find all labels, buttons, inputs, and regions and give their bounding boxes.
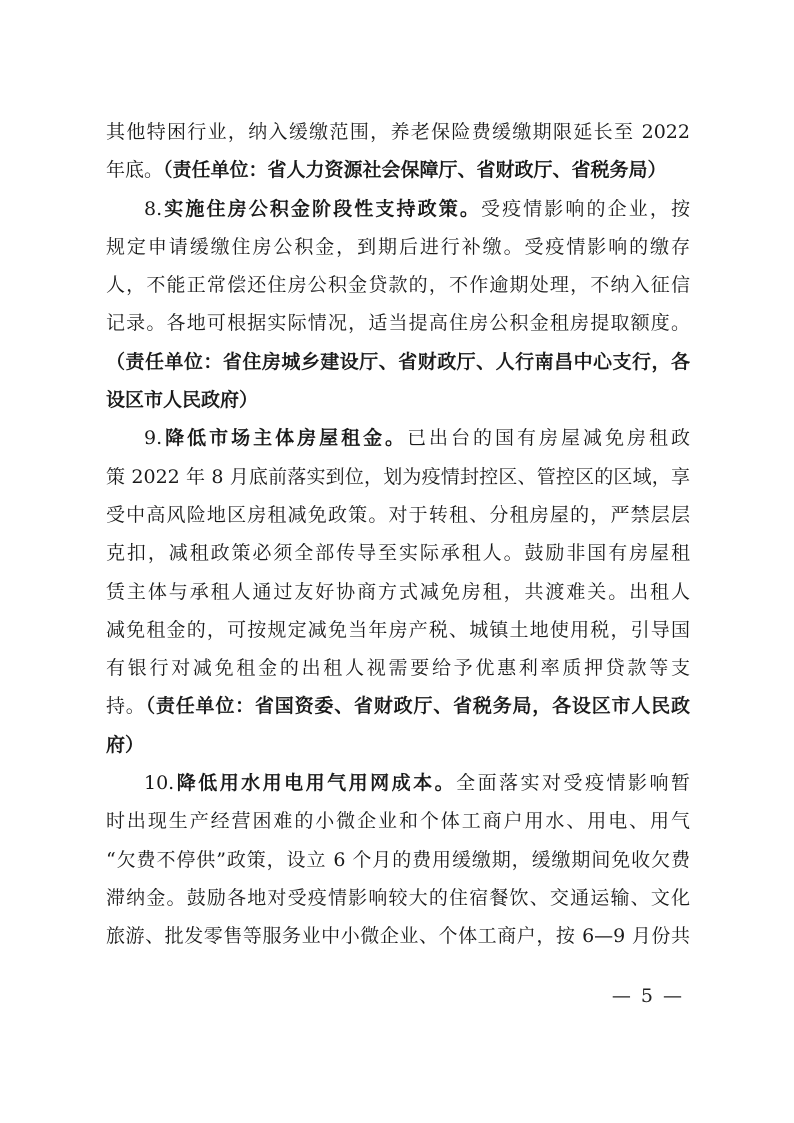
- text-segment: 减免租金的，可按规定减免当年房产税、城镇土地使用税，引导国: [106, 618, 690, 641]
- text-segment: 持。: [106, 695, 146, 718]
- text-line: [106, 879, 690, 917]
- text-segment: 赁主体与承租人通过友好协商方式减免房租，共渡难关。出租人: [106, 580, 690, 603]
- text-segment: 受中高风险地区房租减免政策。对于转租、分租房屋的，严禁层层: [106, 503, 690, 526]
- text-line: [106, 190, 690, 228]
- text-segment: 滞纳金。鼓励各地对受疫情影响较大的住宿餐饮、交通运输、文化: [106, 886, 690, 909]
- text-line: [106, 419, 690, 457]
- text-segment: 克扣，减租政策必须全部传导至实际承租人。鼓励非国有房屋租: [106, 542, 690, 565]
- text-line: [106, 228, 690, 266]
- text-line: [106, 573, 690, 611]
- text-segment: 时出现生产经营困难的小微企业和个体工商户用水、用电、用气: [106, 810, 690, 833]
- item-number: 8.: [144, 197, 163, 220]
- responsible-units: （责任单位：省人力资源社会保障厅、省财政厅、省税务局）: [163, 159, 667, 182]
- text-line: [106, 381, 690, 419]
- responsible-units: （责任单位：省国资委、省财政厅、省税务局，各设区市人民政: [145, 695, 690, 718]
- text-line: [106, 764, 690, 802]
- text-line: [106, 266, 690, 304]
- text-line: [106, 343, 690, 381]
- text-line: [106, 726, 690, 764]
- text-line: [106, 687, 690, 725]
- text-segment: 其他特困行业，纳入缓缴范围，养老保险费缓缴期限延长至 2022: [106, 121, 690, 143]
- text-segment: 策 2022 年 8 月底前落实到位，划为疫情封控区、管控区的区域，享: [106, 465, 690, 488]
- responsible-units: 设区市人民政府）: [106, 389, 259, 412]
- text-segment: 记录。各地可根据实际情况，适当提高住房公积金租房提取额度。: [106, 312, 690, 335]
- text-segment: 受疫情影响的企业，按: [480, 197, 690, 220]
- text-line: [106, 802, 690, 840]
- text-segment: 旅游、批发零售等服务业中小微企业、个体工商户，按 6—9 月份共: [106, 925, 690, 948]
- text-line: [106, 458, 690, 496]
- text-segment: 规定申请缓缴住房公积金，到期后进行补缴。受疫情影响的缴存: [106, 235, 690, 258]
- text-segment: 已出台的国有房屋减免房租政: [407, 427, 690, 450]
- text-line: [106, 151, 690, 189]
- text-line: [106, 113, 690, 151]
- item-number: 9.: [144, 427, 163, 450]
- text-segment: 年底。: [106, 159, 164, 182]
- text-line: [106, 649, 690, 687]
- text-line: [106, 841, 690, 879]
- body-text: [106, 113, 690, 956]
- responsible-units: 府）: [106, 733, 145, 756]
- text-segment: 有银行对减免租金的出租人视需要给予优惠利率质押贷款等支: [106, 657, 690, 680]
- item-heading: 降低市场主体房屋租金。: [162, 427, 408, 450]
- text-segment: 人，不能正常偿还住房公积金贷款的，不作逾期处理，不纳入征信: [106, 274, 690, 297]
- item-number: 10.: [144, 772, 175, 795]
- text-segment: “欠费不停供”政策，设立 6 个月的费用缓缴期，缓缴期间免收欠费: [106, 848, 690, 871]
- text-line: [106, 304, 690, 342]
- text-line: [106, 611, 690, 649]
- text-line: [106, 496, 690, 534]
- responsible-units: （责任单位：省住房城乡建设厅、省财政厅、人行南昌中心支行，各: [106, 350, 690, 373]
- text-segment: 全面落实对受疫情影响暂: [456, 772, 690, 795]
- text-line: [106, 917, 690, 955]
- page-number: — 5 —: [611, 985, 684, 1007]
- text-line: [106, 534, 690, 572]
- item-heading: 降低用水用电用气用网成本。: [174, 772, 457, 795]
- item-heading: 实施住房公积金阶段性支持政策。: [162, 197, 481, 220]
